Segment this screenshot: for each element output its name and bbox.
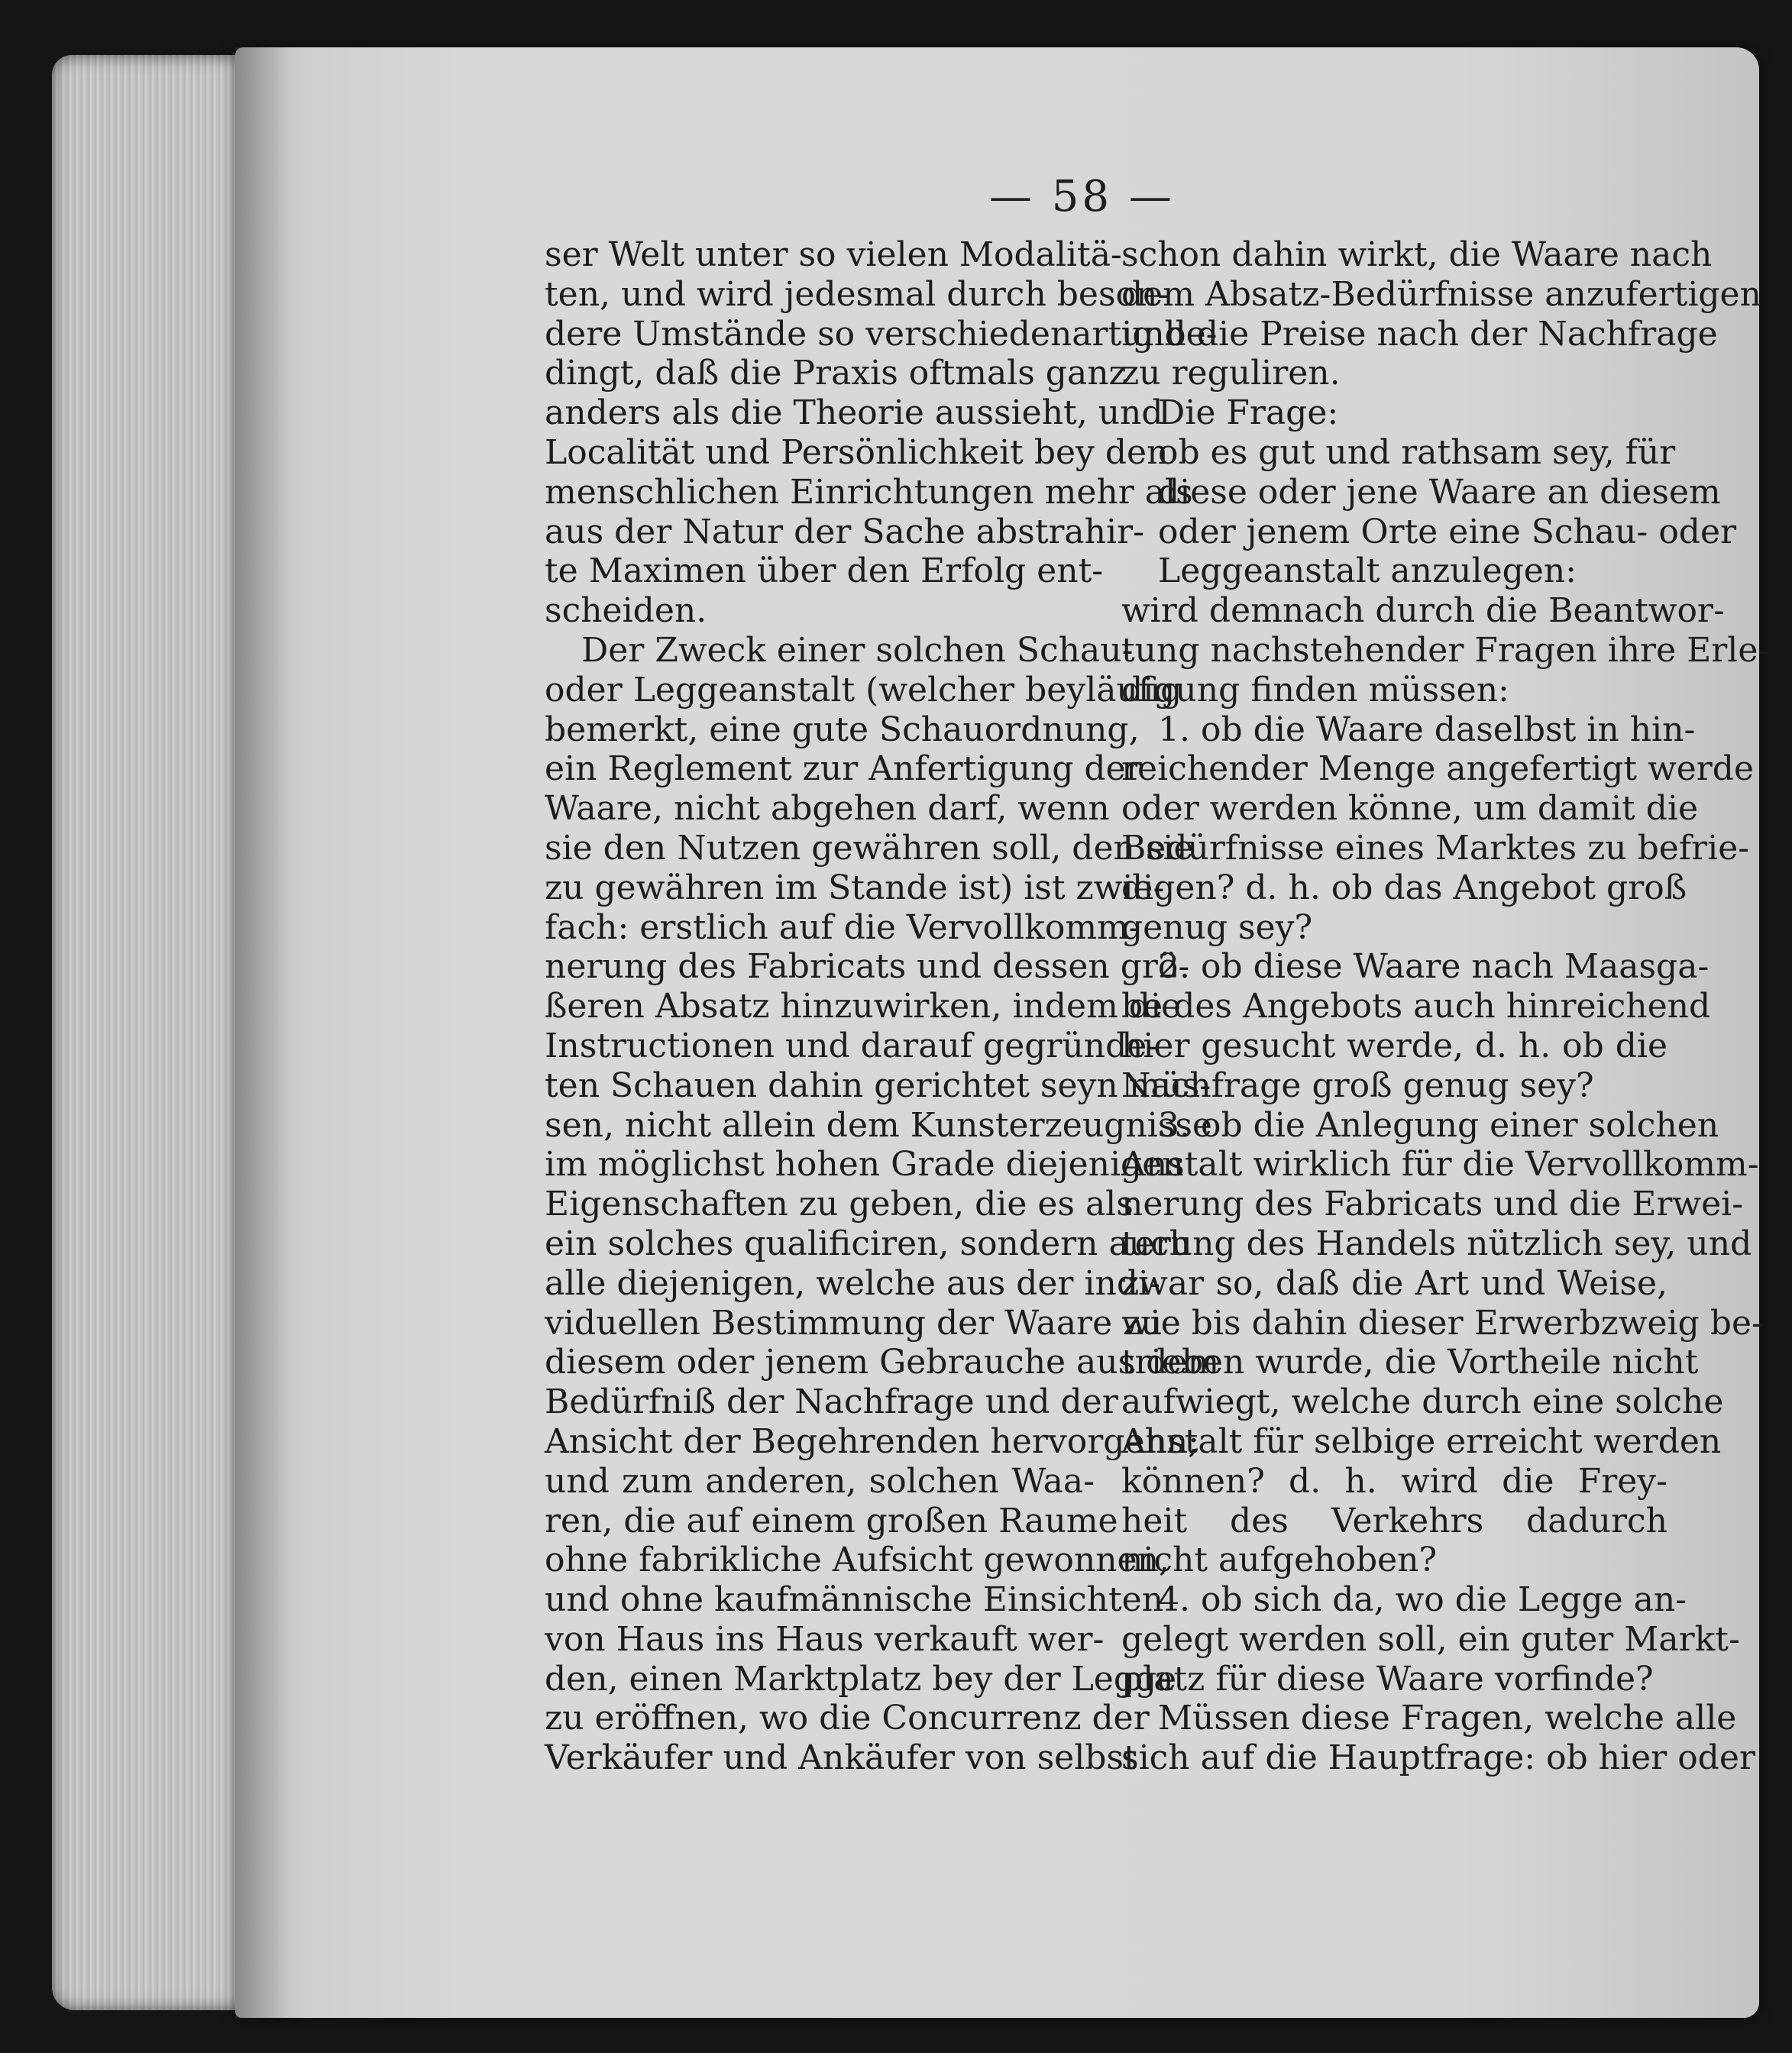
text-line: ein Reglement zur Anfertigung der — [545, 749, 1142, 789]
text-line: dem Absatz-Bedürfnisse anzufertigen — [1121, 274, 1761, 314]
text-line: viduellen Bestimmung der Waare zu — [545, 1303, 1163, 1343]
text-line: zu reguliren. — [1121, 354, 1341, 393]
text-line: scheiden. — [545, 591, 707, 631]
text-line: diese oder jene Waare an diesem — [1158, 472, 1721, 512]
text-line: wie bis dahin dieser Erwerbzweig be- — [1121, 1303, 1763, 1343]
text-line: 4. ob sich da, wo die Legge an- — [1158, 1580, 1687, 1620]
text-line: dere Umstände so verschiedenartig be- — [545, 314, 1218, 354]
text-line: heit des Verkehrs dadurch — [1121, 1501, 1667, 1541]
text-line: und zum anderen, solchen Waa- — [545, 1461, 1095, 1501]
text-line: Localität und Persönlichkeit bey den — [545, 432, 1169, 472]
text-line: anders als die Theorie aussieht, und — [545, 393, 1163, 433]
text-line: digen? d. h. ob das Angebot groß — [1121, 868, 1687, 907]
text-line: Bedürfniß der Nachfrage und der — [545, 1382, 1118, 1422]
text-line: Die Frage: — [1158, 393, 1339, 433]
text-line: genug sey? — [1121, 907, 1313, 947]
text-line: dingt, daß die Praxis oftmals ganz — [545, 354, 1127, 393]
text-line: aus der Natur der Sache abstrahir- — [545, 512, 1144, 551]
text-line: alle diejenigen, welche aus der indi- — [545, 1263, 1160, 1303]
text-line: terung des Handels nützlich sey, und — [1121, 1224, 1752, 1263]
text-line: wird demnach durch die Beantwor- — [1121, 591, 1725, 631]
text-line: Instructionen und darauf gegründe- — [545, 1026, 1159, 1065]
text-line: und ohne kaufmännische Einsichten — [545, 1580, 1164, 1620]
text-line: reichender Menge angefertigt werde — [1121, 749, 1755, 789]
text-line: im möglichst hohen Grade diejenigen — [545, 1145, 1184, 1185]
text-line: ser Welt unter so vielen Modalitä- — [545, 235, 1122, 274]
text-line: Bedürfnisse eines Marktes zu befrie- — [1121, 828, 1750, 868]
text-line: oder jenem Orte eine Schau- oder — [1158, 512, 1737, 551]
text-line: ßeren Absatz hinzuwirken, indem die — [545, 987, 1182, 1026]
text-line: zu eröffnen, wo die Concurrenz der — [545, 1699, 1150, 1738]
text-line: schon dahin wirkt, die Waare nach — [1121, 235, 1713, 274]
text-line: ten Schauen dahin gerichtet seyn müs- — [545, 1065, 1211, 1105]
text-line: be des Angebots auch hinreichend — [1121, 987, 1711, 1026]
text-line: 2. ob diese Waare nach Maasga- — [1158, 947, 1710, 987]
text-line: ob es gut und rathsam sey, für — [1158, 432, 1676, 472]
text-line: zu gewähren im Stande ist) ist zwie- — [545, 868, 1165, 907]
text-line: Leggeanstalt anzulegen: — [1158, 551, 1577, 591]
page-number: — 58 — — [989, 172, 1175, 221]
text-line: Eigenschaften zu geben, die es als — [545, 1185, 1134, 1224]
text-line: Nachfrage groß genug sey? — [1121, 1065, 1594, 1105]
text-line: platz für diese Waare vorfinde? — [1121, 1659, 1654, 1699]
spine-shadow — [235, 47, 289, 2018]
text-line: Anstalt wirklich für die Vervollkomm- — [1121, 1145, 1759, 1185]
text-line: diesem oder jenem Gebrauche aus dem — [545, 1343, 1220, 1382]
text-line: Müssen diese Fragen, welche alle — [1158, 1699, 1737, 1738]
text-line: zwar so, daß die Art und Weise, — [1121, 1263, 1667, 1303]
text-line: nerung des Fabricats und die Erwei- — [1121, 1185, 1744, 1224]
text-line: sen, nicht allein dem Kunsterzeugnisse — [545, 1105, 1212, 1145]
text-line: 3. ob die Anlegung einer solchen — [1158, 1105, 1719, 1145]
text-line: ten, und wird jedesmal durch beson- — [545, 274, 1169, 314]
text-line: nicht aufgehoben? — [1121, 1541, 1438, 1580]
text-line: Waare, nicht abgehen darf, wenn — [545, 789, 1110, 829]
text-line: aufwiegt, welche durch eine solche — [1121, 1382, 1724, 1422]
text-line: 1. ob die Waare daselbst in hin- — [1158, 710, 1696, 749]
text-line: menschlichen Einrichtungen mehr als — [545, 472, 1193, 512]
text-line: trieben wurde, die Vortheile nicht — [1121, 1343, 1699, 1382]
text-line: können? d. h. wird die Frey- — [1121, 1461, 1667, 1501]
text-line: te Maximen über den Erfolg ent- — [545, 551, 1104, 591]
text-line: tung nachstehender Fragen ihre Erle- — [1121, 630, 1770, 670]
text-line: hier gesucht werde, d. h. ob die — [1121, 1026, 1667, 1065]
text-line: ren, die auf einem großen Raume — [545, 1501, 1118, 1541]
text-line: gelegt werden soll, ein guter Markt- — [1121, 1619, 1740, 1659]
text-line: oder Leggeanstalt (welcher beyläufig — [545, 670, 1182, 710]
text-line: nerung des Fabricats und dessen grö- — [545, 947, 1190, 987]
text-line: bemerkt, eine gute Schauordnung, — [545, 710, 1140, 749]
text-line: sie den Nutzen gewähren soll, den sie — [545, 828, 1194, 868]
text-line: Verkäufer und Ankäufer von selbst — [545, 1738, 1137, 1778]
text-line: digung finden müssen: — [1121, 670, 1509, 710]
text-line: ein solches qualificiren, sondern auch — [545, 1224, 1192, 1263]
text-line: sich auf die Hauptfrage: ob hier oder — [1121, 1738, 1755, 1778]
text-line: ohne fabrikliche Aufsicht gewonnen, — [545, 1541, 1169, 1580]
text-line: oder werden könne, um damit die — [1121, 789, 1699, 829]
text-line: Anstalt für selbige erreicht werden — [1121, 1421, 1722, 1461]
right-text-column — [1121, 235, 1770, 1778]
text-line: von Haus ins Haus verkauft wer- — [545, 1619, 1105, 1659]
text-line: Der Zweck einer solchen Schau- — [581, 630, 1134, 670]
text-line: Ansicht der Begehrenden hervorgehn; — [545, 1421, 1199, 1461]
text-line: den, einen Marktplatz bey der Legge — [545, 1659, 1177, 1699]
text-line: fach: erstlich auf die Vervollkomm- — [545, 907, 1140, 947]
text-line: und die Preise nach der Nachfrage — [1121, 314, 1718, 354]
